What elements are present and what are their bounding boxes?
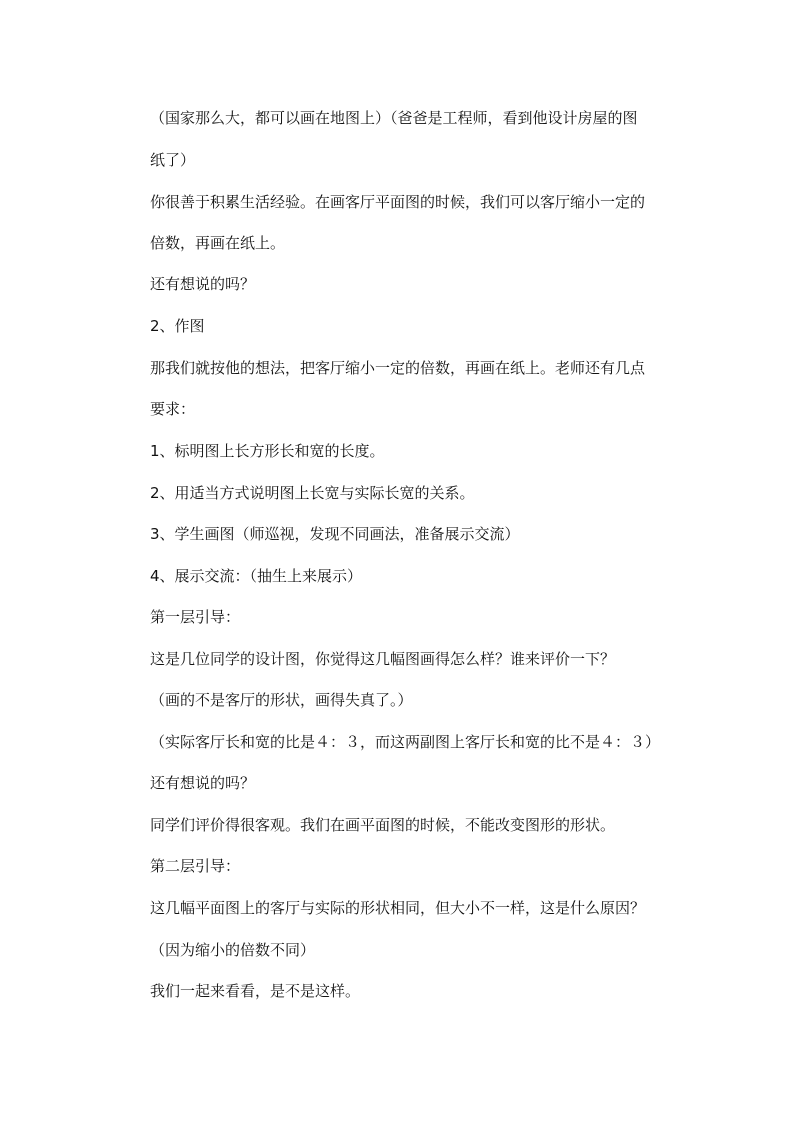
text-line: 第二层引导： xyxy=(150,857,241,875)
text-line: 倍数，再画在纸上。 xyxy=(150,234,286,252)
text-line: 这几幅平面图上的客厅与实际的形状相同，但大小不一样，这是什么原因？ xyxy=(150,899,646,917)
text-line: 我们一起来看看，是不是这样。 xyxy=(150,982,361,1000)
text-line: 那我们就按他的想法，把客厅缩小一定的倍数，再画在纸上。老师还有几点 xyxy=(150,359,646,377)
text-line: 同学们评价得很客观。我们在画平面图的时候，不能改变图形的形状。 xyxy=(150,816,616,834)
text-line: 纸了） xyxy=(150,151,196,169)
text-line: （画的不是客厅的形状，画得失真了。） xyxy=(150,691,413,709)
text-line: 还有想说的吗？ xyxy=(150,774,256,792)
text-line: 要求： xyxy=(150,400,196,418)
section-heading: 2、作图 xyxy=(150,317,205,335)
list-item: 3、学生画图（师巡视，发现不同画法，准备展示交流） xyxy=(150,525,520,543)
list-item: 4、展示交流：（抽生上来展示） xyxy=(150,567,363,585)
text-line: 这是几位同学的设计图，你觉得这几幅图画得怎么样？谁来评价一下？ xyxy=(150,650,616,668)
list-item: 2、用适当方式说明图上长宽与实际长宽的关系。 xyxy=(150,484,475,502)
text-line: 你很善于积累生活经验。在画客厅平面图的时候，我们可以客厅缩小一定的 xyxy=(150,193,646,211)
list-item: 1、标明图上长方形长和宽的长度。 xyxy=(150,442,385,460)
text-line: 还有想说的吗？ xyxy=(150,275,256,293)
text-line: （实际客厅长和宽的比是４：３，而这两副图上客厅长和宽的比不是４：３） xyxy=(150,733,661,751)
text-line: 第一层引导： xyxy=(150,608,241,626)
text-line: （国家那么大，都可以画在地图上）（爸爸是工程师，看到他设计房屋的图 xyxy=(150,109,638,127)
text-line: （因为缩小的倍数不同） xyxy=(150,941,316,959)
